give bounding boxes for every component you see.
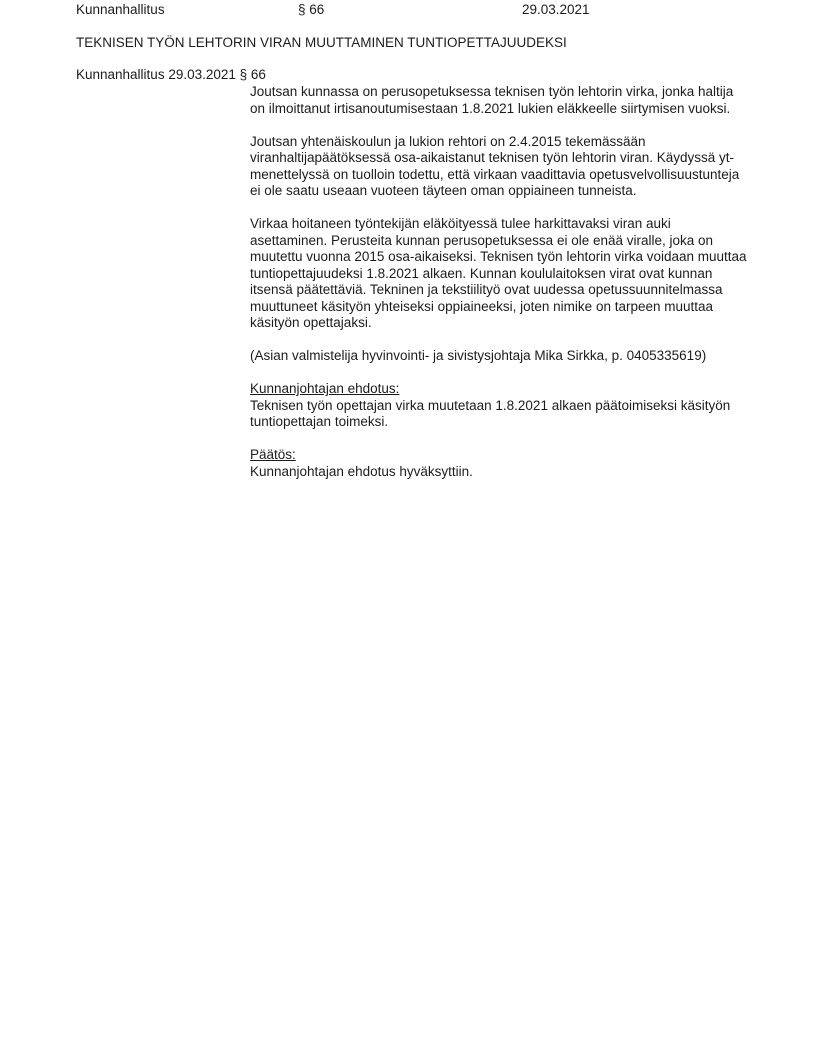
section-reference: Kunnanhallitus 29.03.2021 § 66 (76, 67, 266, 82)
header-section-number: § 66 (298, 2, 325, 17)
preparer-note: (Asian valmistelija hyvinvointi- ja sivistysjohtaja Mika Sirkka, p. 0405335619) (250, 348, 707, 363)
body-paragraph: Joutsan kunnassa on perusopetuksessa teknisen työn lehtorin virka, jonka haltija on ilmoittanut irtisanoutumisestaan 1.8.2021 lukien eläkkeelle siirtymisen vuoksi. (250, 84, 734, 116)
header-date: 29.03.2021 (522, 2, 590, 17)
body-paragraph: Joutsan yhtenäiskoulun ja lukion rehtori on 2.4.2015 tekemässään viranhaltijapäätöksessä osa-aikaistanut teknisen työn lehtorin viran. Käydyssä yt-menettelyssä on tuolloin todettu, että virkaan vaadittavia opetusvelvollisuustunteja ei ole saatu useaan vuoteen täyteen oman oppiaineen tunneista. (250, 133, 740, 198)
proposal-heading: Kunnanjohtajan ehdotus: (250, 381, 400, 396)
proposal-text: Teknisen työn opettajan virka muutetaan 1.8.2021 alkaen päätoimiseksi käsityön tuntiopettajan toimeksi. (250, 397, 731, 429)
decision-text: Kunnanjohtajan ehdotus hyväksyttiin. (250, 463, 473, 479)
decision-heading: Päätös: (250, 447, 296, 462)
document-body (250, 84, 747, 497)
decision-block (250, 447, 747, 480)
body-paragraph: Virkaa hoitaneen työntekijän eläköityessä tulee harkittavaksi viran auki asettaminen. Perusteita kunnan perusopetuksessa ei ole enää viralle, joka on muutettu vuonna 2015 osa-aikaiseksi. Teknisen työn lehtorin virka voidaan muuttaa tuntiopettajuudeksi 1.8.2021 alkaen. Kunnan koululaitoksen virat ovat kunnan itsensä päätettäviä. Tekninen ja tekstiilityö ovat uudessa opetussuunnitelmassa muuttuneet käsityön yhteiseksi oppiaineeksi, joten nimike on tarpeen muuttaa käsityön opettajaksi. (250, 216, 747, 330)
document-header (76, 2, 776, 19)
proposal-block (250, 381, 747, 431)
header-organization: Kunnanhallitus (76, 2, 165, 17)
document-title: TEKNISEN TYÖN LEHTORIN VIRAN MUUTTAMINEN TUNTIOPETTAJUUDEKSI (76, 35, 567, 50)
